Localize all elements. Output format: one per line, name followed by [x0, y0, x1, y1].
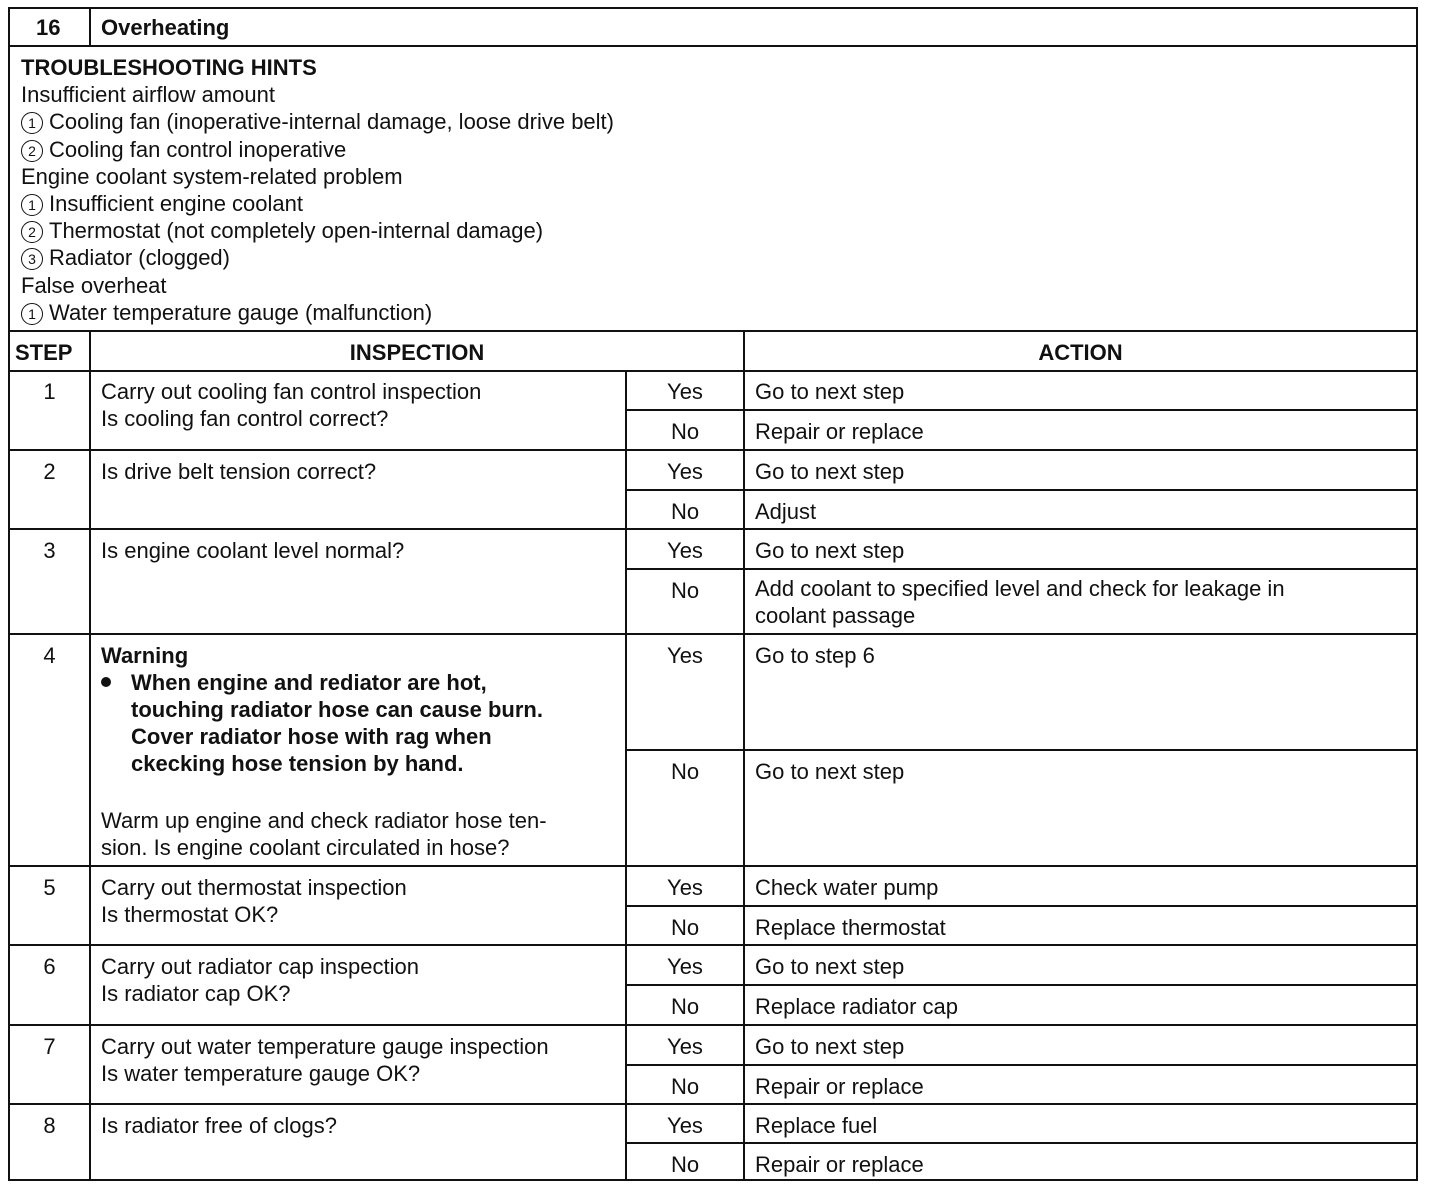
answer-yes: Yes	[667, 538, 703, 563]
step-number: 3	[43, 538, 56, 563]
step-number: 5	[43, 875, 56, 900]
warning-text: touching radiator hose can cause burn.	[131, 697, 543, 722]
answer-no: No	[670, 1152, 700, 1177]
inspection-text: Is radiator free of clogs?	[101, 1113, 338, 1138]
yes-no-divider	[625, 749, 1418, 751]
answer-yes: Yes	[667, 459, 703, 484]
yes-no-divider	[625, 489, 1418, 491]
action-yes: Check water pump	[755, 875, 939, 900]
action-no: Replace thermostat	[755, 915, 946, 940]
action-no: coolant passage	[755, 603, 916, 628]
yes-no-divider	[625, 1064, 1418, 1066]
section-number: 16	[36, 15, 61, 40]
answer-yes: Yes	[667, 1034, 703, 1059]
inspection-text: Carry out thermostat inspection	[101, 875, 407, 900]
action-no: Go to next step	[755, 759, 905, 784]
row-divider	[8, 944, 1418, 946]
row-divider	[8, 1103, 1418, 1105]
answer-no: No	[670, 499, 700, 524]
row-divider	[8, 633, 1418, 635]
circled-number-icon: 1	[21, 303, 43, 325]
hint-line	[21, 163, 614, 190]
yes-no-divider	[625, 409, 1418, 411]
answer-yes: Yes	[667, 643, 703, 668]
hint-line	[21, 244, 614, 271]
hint-line	[21, 108, 614, 135]
inspection-text: Is engine coolant level normal?	[101, 538, 405, 563]
answer-yes: Yes	[667, 379, 703, 404]
action-no: Replace radiator cap	[755, 994, 959, 1019]
inspection-text: Carry out water temperature gauge inspection	[101, 1034, 549, 1059]
hint-line	[21, 136, 614, 163]
answer-no: No	[670, 759, 700, 784]
hint-text: Thermostat (not completely open-internal damage)	[49, 218, 544, 244]
inspection-text: Carry out cooling fan control inspection	[101, 379, 482, 404]
answer-no: No	[670, 578, 700, 603]
row-divider	[8, 528, 1418, 530]
warning-line	[131, 723, 492, 750]
step-number: 1	[43, 379, 56, 404]
frame-top	[8, 7, 1418, 9]
warning-text: Cover radiator hose with rag when	[131, 724, 492, 749]
yes-no-divider	[625, 1142, 1418, 1144]
hints-heading: TROUBLESHOOTING HINTS	[21, 55, 317, 80]
action-yes: Go to next step	[755, 1034, 905, 1059]
warning-text: ckecking hose tension by hand.	[131, 751, 464, 776]
row-divider	[8, 1024, 1418, 1026]
section-title: Overheating	[101, 15, 230, 40]
column-inspection: INSPECTION	[349, 340, 485, 365]
answer-no: No	[670, 994, 700, 1019]
circled-number-icon: 3	[21, 248, 43, 270]
yes-no-divider	[625, 568, 1418, 570]
frame-bottom	[8, 1179, 1418, 1181]
answer-yes: Yes	[667, 954, 703, 979]
inspection-text: Is thermostat OK?	[101, 902, 279, 927]
hint-line	[21, 190, 614, 217]
warning-line	[131, 750, 464, 777]
yes-no-divider	[625, 984, 1418, 986]
hint-text: Insufficient airflow amount	[21, 82, 275, 108]
answer-no: No	[670, 915, 700, 940]
frame-right	[1416, 7, 1418, 1181]
action-no: Adjust	[755, 499, 817, 524]
action-yes: Replace fuel	[755, 1113, 878, 1138]
troubleshooting-hints	[21, 54, 614, 326]
circled-number-icon: 1	[21, 112, 43, 134]
hint-line	[21, 272, 614, 299]
action-yes: Go to next step	[755, 538, 905, 563]
hint-text: Cooling fan control inoperative	[49, 136, 347, 162]
hint-text: False overheat	[21, 272, 167, 298]
step-number: 8	[43, 1113, 56, 1138]
warning-line	[131, 696, 543, 723]
frame-left	[8, 7, 10, 1181]
action-yes: Go to next step	[755, 459, 905, 484]
action-no: Repair or replace	[755, 1152, 924, 1177]
inspection-text: Is radiator cap OK?	[101, 981, 291, 1006]
answer-yes: Yes	[667, 1113, 703, 1138]
warning-line	[101, 669, 487, 696]
inspection-text: Warm up engine and check radiator hose ten-	[101, 808, 547, 833]
hint-line	[21, 217, 614, 244]
action-yes: Go to next step	[755, 379, 905, 404]
step-number: 7	[43, 1034, 56, 1059]
action-no: Repair or replace	[755, 1074, 924, 1099]
hint-text: Engine coolant system-related problem	[21, 163, 403, 189]
row-divider	[8, 449, 1418, 451]
circled-number-icon: 2	[21, 140, 43, 162]
action-yes: Go to step 6	[755, 643, 875, 668]
warning-text: When engine and rediator are hot,	[131, 670, 487, 695]
column-step: STEP	[15, 340, 73, 365]
yes-no-divider	[625, 905, 1418, 907]
inspection-text: Carry out radiator cap inspection	[101, 954, 419, 979]
hint-text: Radiator (clogged)	[49, 245, 230, 271]
inspection-text: sion. Is engine coolant circulated in hose?	[101, 835, 510, 860]
row-divider	[8, 865, 1418, 867]
inspection-text: Is water temperature gauge OK?	[101, 1061, 421, 1086]
step-number: 4	[43, 643, 56, 668]
inspection-text: Is drive belt tension correct?	[101, 459, 377, 484]
hint-line	[21, 81, 614, 108]
hint-text: Insufficient engine coolant	[49, 190, 303, 216]
circled-number-icon: 1	[21, 194, 43, 216]
answer-no: No	[670, 419, 700, 444]
circled-number-icon: 2	[21, 221, 43, 243]
inspection-text: Is cooling fan control correct?	[101, 406, 389, 431]
answer-yes: Yes	[667, 875, 703, 900]
hint-line	[21, 299, 614, 326]
action-no: Add coolant to specified level and check for leakage in	[755, 576, 1285, 601]
hint-text: Water temperature gauge (malfunction)	[49, 299, 433, 325]
step-number: 6	[43, 954, 56, 979]
column-action: ACTION	[1038, 340, 1123, 365]
bullet-icon	[101, 677, 111, 687]
action-no: Repair or replace	[755, 419, 924, 444]
hints-list	[21, 81, 614, 326]
answer-no: No	[670, 1074, 700, 1099]
hint-text: Cooling fan (inoperative-internal damage, loose drive belt)	[49, 109, 614, 135]
action-yes: Go to next step	[755, 954, 905, 979]
warning-title: Warning	[101, 643, 189, 668]
step-number: 2	[43, 459, 56, 484]
